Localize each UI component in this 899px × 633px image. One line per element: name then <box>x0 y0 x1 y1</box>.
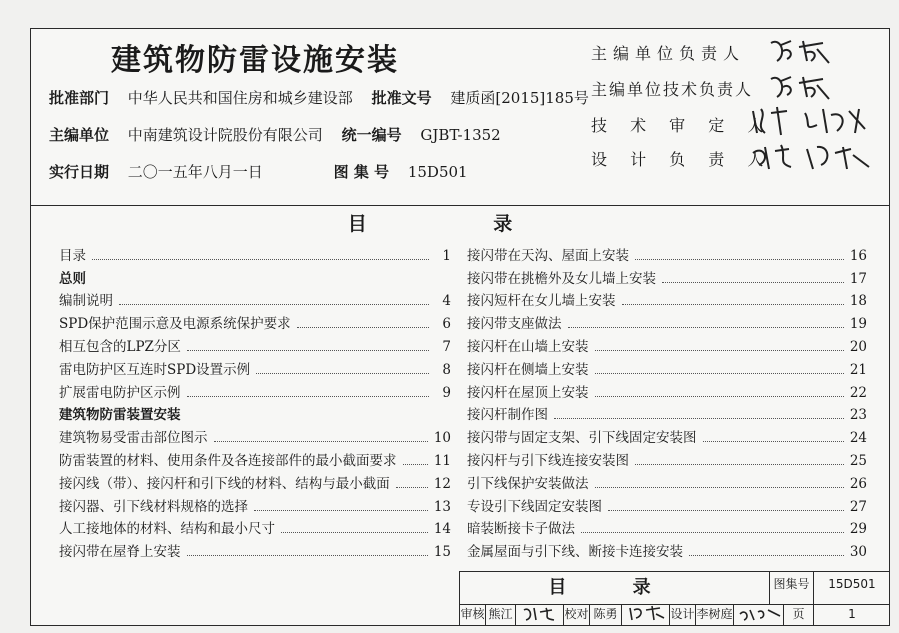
toc-entry-page: 6 <box>442 316 451 333</box>
dot-leader <box>568 327 844 328</box>
toc-entry-title: 接闪短杆在女儿墙上安装 <box>467 293 616 310</box>
toc-entry[interactable] <box>59 332 451 355</box>
toc-entry-title: 编制说明 <box>59 293 113 310</box>
toc-entry-page: 19 <box>849 316 867 333</box>
toc-entry-page: 21 <box>849 361 867 378</box>
toc-entry-page: 23 <box>849 407 867 424</box>
toc-entry-title: 引下线保护安装做法 <box>467 475 589 492</box>
toc-entry[interactable] <box>59 309 451 332</box>
toc-entry[interactable] <box>467 309 867 332</box>
dot-leader <box>595 350 844 351</box>
toc-entry[interactable] <box>59 515 451 538</box>
dot-leader <box>635 259 844 260</box>
dot-leader <box>703 441 844 442</box>
toc-entry-page: 24 <box>849 430 867 447</box>
toc-entry-page: 1 <box>442 247 451 264</box>
dot-leader <box>595 373 844 374</box>
toc-entry-title: 专设引下线固定安装图 <box>467 498 602 515</box>
toc-entry-title: 接闪带在天沟、屋面上安装 <box>467 247 629 264</box>
toc-entry-page: 30 <box>849 544 867 561</box>
page-number: 1 <box>848 607 856 621</box>
atlas-number: 15D501 <box>828 577 876 591</box>
dot-leader <box>662 282 844 283</box>
toc-entry[interactable] <box>467 378 867 401</box>
toc-entry-page: 26 <box>849 475 867 492</box>
dot-leader <box>595 487 844 488</box>
toc-entry[interactable] <box>59 423 451 446</box>
date-row: 实行日期 二〇一五年八月一日 图 集 号 15D501 <box>49 163 468 181</box>
toc-entry-title: 接闪带在挑檐外及女儿墙上安装 <box>467 270 656 287</box>
dot-leader <box>608 510 844 511</box>
toc-entry-page: 18 <box>849 293 867 310</box>
toc-entry[interactable] <box>59 446 451 469</box>
toc-entry[interactable] <box>467 492 867 515</box>
handwritten-signature <box>767 33 837 67</box>
dot-leader <box>256 373 429 374</box>
toc-entry-page: 7 <box>442 338 451 355</box>
handwritten-signature <box>767 69 837 103</box>
dot-leader <box>635 464 844 465</box>
toc-entry[interactable] <box>59 287 451 310</box>
toc-entry-page: 14 <box>433 521 451 538</box>
designer-name: 李树庭 <box>696 604 734 625</box>
toc-section-heading <box>59 264 451 287</box>
reviewer-signature <box>516 604 564 625</box>
toc-entry[interactable] <box>467 241 867 264</box>
signatory-role: 主编单位技术负责人 <box>591 80 754 99</box>
drawing-sheet <box>30 28 890 626</box>
title-block-title: 目 录 <box>460 572 770 604</box>
document-title: 建筑物防雷设施安装 <box>111 43 399 78</box>
toc-entry-page: 17 <box>849 270 867 287</box>
toc-entry-page: 4 <box>442 293 451 310</box>
toc-entry-page: 25 <box>849 452 867 469</box>
toc-entry[interactable] <box>467 423 867 446</box>
toc-entry[interactable] <box>59 241 451 264</box>
handwritten-signature <box>747 139 877 175</box>
toc-entry-title: 防雷装置的材料、使用条件及各连接部件的最小截面要求 <box>59 452 397 469</box>
toc-entry-title: 接闪器、引下线材料规格的选择 <box>59 498 248 515</box>
dot-leader <box>187 396 430 397</box>
dot-leader <box>689 555 844 556</box>
toc-left-column <box>59 241 451 560</box>
toc-entry-title: 建筑物易受雷击部位图示 <box>59 430 208 447</box>
toc-entry-title: 接闪带与固定支架、引下线固定安装图 <box>467 430 697 447</box>
signatory-role: 设 计 负 责 人 <box>591 150 773 169</box>
dot-leader <box>281 532 428 533</box>
toc-entry[interactable] <box>467 515 867 538</box>
toc-entry[interactable] <box>467 537 867 560</box>
signatory-role: 主编单位负责人 <box>591 44 746 63</box>
toc-entry-title: 接闪杆在侧墙上安装 <box>467 361 589 378</box>
dot-leader <box>92 259 429 260</box>
designer-signature <box>734 604 784 625</box>
toc-entry-page: 10 <box>433 430 451 447</box>
toc-entry[interactable] <box>467 355 867 378</box>
signatory-role: 技 术 审 定 人 <box>591 116 773 135</box>
toc-entry[interactable] <box>467 401 867 424</box>
title-block <box>459 571 890 626</box>
toc-entry-title: 总则 <box>59 270 86 287</box>
handwritten-signature <box>747 103 877 139</box>
toc-entry-title: 金属屋面与引下线、断接卡连接安装 <box>467 544 683 561</box>
toc-entry-title: 相互包含的LPZ分区 <box>59 338 181 355</box>
toc-entry[interactable] <box>467 446 867 469</box>
toc-entry-page: 16 <box>849 247 867 264</box>
toc-entry-page: 27 <box>849 498 867 515</box>
reviewer-name: 熊江 <box>486 604 516 625</box>
toc-entry[interactable] <box>467 469 867 492</box>
toc-entry-title: 接闪带在屋脊上安装 <box>59 544 181 561</box>
dot-leader <box>297 327 429 328</box>
atlas-label: 图集号 <box>770 572 814 604</box>
toc-entry-title: 雷电防护区互连时SPD设置示例 <box>59 361 251 378</box>
toc-entry-page: 11 <box>433 452 451 469</box>
toc-entry-title: SPD保护范围示意及电源系统保护要求 <box>59 316 291 333</box>
toc-entry-title: 人工接地体的材料、结构和最小尺寸 <box>59 521 275 538</box>
page-label: 页 <box>784 604 814 625</box>
dot-leader <box>214 441 428 442</box>
review-label: 审核 <box>460 604 486 625</box>
toc-entry-title: 接闪杆在山墙上安装 <box>467 338 589 355</box>
toc-entry-title: 接闪带支座做法 <box>467 316 562 333</box>
approval-signature-row <box>460 604 890 625</box>
toc-entry[interactable] <box>59 537 451 560</box>
toc-entry-title: 扩展雷电防护区示例 <box>59 384 181 401</box>
design-label: 设计 <box>670 604 696 625</box>
toc-entry-page: 12 <box>433 475 451 492</box>
approval-row: 批准部门 中华人民共和国住房和城乡建设部 批准文号 建质函[2015]185号 <box>49 89 589 107</box>
toc-entry-title: 接闪杆与引下线连接安装图 <box>467 452 629 469</box>
toc-heading: 目 录 <box>347 213 573 235</box>
toc-entry-page: 9 <box>442 384 451 401</box>
toc-right-column <box>467 241 867 560</box>
toc-entry[interactable] <box>59 469 451 492</box>
toc-entry-page: 8 <box>442 361 451 378</box>
toc-entry-title: 目录 <box>59 247 86 264</box>
dot-leader <box>622 304 844 305</box>
editor-row: 主编单位 中南建筑设计院股份有限公司 统一编号 GJBT-1352 <box>49 126 501 144</box>
dot-leader <box>187 350 429 351</box>
dot-leader <box>581 532 844 533</box>
checker-name: 陈勇 <box>590 604 622 625</box>
toc-entry-title: 接闪线（带）、接闪杆和引下线的材料、结构与最小截面 <box>59 475 390 492</box>
toc-entry-page: 22 <box>849 384 867 401</box>
dot-leader <box>595 396 844 397</box>
toc-entry-title: 接闪杆在屋顶上安装 <box>467 384 589 401</box>
toc-entry-title: 接闪杆制作图 <box>467 407 548 424</box>
dot-leader <box>254 510 428 511</box>
toc-entry[interactable] <box>59 492 451 515</box>
toc-entry[interactable] <box>467 332 867 355</box>
dot-leader <box>187 555 428 556</box>
toc-entry-page: 15 <box>433 544 451 561</box>
toc-entry-title: 暗装断接卡子做法 <box>467 521 575 538</box>
dot-leader <box>554 418 844 419</box>
toc-entry[interactable] <box>467 264 867 287</box>
dot-leader <box>403 464 428 465</box>
toc-entry[interactable] <box>59 378 451 401</box>
toc-entry-page: 29 <box>849 521 867 538</box>
toc-entry[interactable] <box>59 355 451 378</box>
dot-leader <box>396 487 428 488</box>
cover-header <box>31 29 889 206</box>
toc-entry-page: 20 <box>849 338 867 355</box>
toc-entry-page: 13 <box>433 498 451 515</box>
toc-section-heading <box>59 401 451 424</box>
check-label: 校对 <box>564 604 590 625</box>
toc-entry[interactable] <box>467 287 867 310</box>
checker-signature <box>622 604 670 625</box>
toc-entry-title: 建筑物防雷装置安装 <box>59 407 181 424</box>
dot-leader <box>119 304 429 305</box>
